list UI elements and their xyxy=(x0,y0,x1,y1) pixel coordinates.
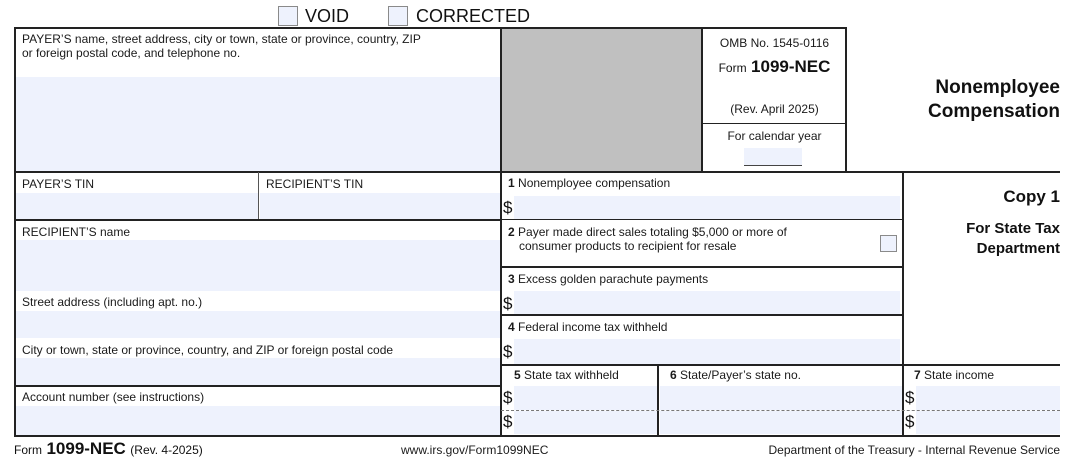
rule xyxy=(701,27,703,173)
box5-currency-2: $ xyxy=(503,412,513,431)
void-label: VOID xyxy=(305,6,350,26)
form-title-line2: Compensation xyxy=(928,101,1060,122)
omb-form-title xyxy=(703,56,846,79)
box7-currency-1: $ xyxy=(905,388,915,407)
box1-label: 1 Nonemployee compensation xyxy=(508,176,671,190)
box4-field[interactable] xyxy=(514,339,900,364)
calendar-year-input[interactable] xyxy=(744,148,802,166)
rule xyxy=(501,314,903,316)
box5-field-1[interactable] xyxy=(514,386,657,410)
corrected-label: CORRECTED xyxy=(416,6,531,26)
rule xyxy=(845,27,847,173)
box1-currency: $ xyxy=(503,198,513,217)
street-address-label: Street address (including apt. no.) xyxy=(22,295,203,309)
rule xyxy=(500,27,502,437)
rule xyxy=(14,27,16,437)
payer-info-field[interactable] xyxy=(16,77,500,172)
box5-field-2[interactable] xyxy=(514,411,657,434)
box7-field-1[interactable] xyxy=(916,386,1060,410)
box7-field-2[interactable] xyxy=(916,411,1060,434)
dashed-rule xyxy=(501,410,1060,411)
box5-label: 5 State tax withheld xyxy=(514,368,619,382)
rule xyxy=(14,219,501,221)
rule xyxy=(14,435,1060,437)
box2-label: 2 Payer made direct sales totaling $5,000 or more of consumer products to recipient for resale xyxy=(508,225,787,253)
box6-field-1[interactable] xyxy=(660,386,902,410)
box7-label: 7 State income xyxy=(914,368,995,382)
box1-field[interactable] xyxy=(514,196,900,219)
recipient-tin-label: RECIPIENT’S TIN xyxy=(266,177,364,191)
rule xyxy=(902,172,904,437)
rule xyxy=(702,123,846,124)
rule xyxy=(501,266,903,268)
box4-currency: $ xyxy=(503,342,513,361)
street-address-field[interactable] xyxy=(16,311,500,338)
box3-field[interactable] xyxy=(514,291,900,314)
rule xyxy=(657,365,659,437)
rule xyxy=(501,364,1060,366)
copy-label: Copy 1 xyxy=(1003,187,1060,206)
gray-shaded-box xyxy=(501,29,702,172)
recipient-tin-field[interactable] xyxy=(260,193,500,220)
footer-agency: Department of the Treasury - Internal Revenue Service xyxy=(768,443,1060,457)
form-title-line1: Nonemployee xyxy=(935,77,1060,98)
form-title xyxy=(880,76,1060,124)
footer-url[interactable]: www.irs.gov/Form1099NEC xyxy=(401,443,549,457)
footer-form-id: Form 1099-NEC (Rev. 4-2025) xyxy=(14,439,203,458)
omb-form-name: 1099-NEC xyxy=(751,57,831,76)
account-number-field[interactable] xyxy=(16,406,500,435)
calendar-year-label: For calendar year xyxy=(727,129,822,143)
box5-currency-1: $ xyxy=(503,388,513,407)
rule xyxy=(258,172,259,220)
payer-tin-label: PAYER’S TIN xyxy=(22,177,95,191)
box6-field-2[interactable] xyxy=(660,411,902,434)
rule xyxy=(501,219,903,220)
recipient-name-field[interactable] xyxy=(16,240,500,291)
omb-form-prefix: Form xyxy=(718,61,747,75)
account-number-label: Account number (see instructions) xyxy=(22,390,205,404)
box3-label: 3 Excess golden parachute payments xyxy=(508,272,709,286)
city-field[interactable] xyxy=(16,358,500,386)
void-checkbox[interactable] xyxy=(278,6,298,26)
payer-tin-field[interactable] xyxy=(16,193,258,220)
box4-label: 4 Federal income tax withheld xyxy=(508,320,668,334)
omb-number: OMB No. 1545-0116 xyxy=(719,36,830,50)
recipient-name-label: RECIPIENT’S name xyxy=(22,225,131,239)
corrected-checkbox[interactable] xyxy=(388,6,408,26)
box6-label: 6 State/Payer’s state no. xyxy=(670,368,801,382)
rule xyxy=(14,27,847,29)
payer-info-label: PAYER’S name, street address, city or town, state or province, country, ZIP or foreign postal code, and telephone no. xyxy=(22,32,421,60)
copy-destination: For State Tax Department xyxy=(966,220,1060,257)
omb-revision: (Rev. April 2025) xyxy=(730,102,819,116)
box3-currency: $ xyxy=(503,294,513,313)
box7-currency-2: $ xyxy=(905,412,915,431)
rule xyxy=(14,385,501,387)
city-label: City or town, state or province, country, and ZIP or foreign postal code xyxy=(22,343,394,357)
